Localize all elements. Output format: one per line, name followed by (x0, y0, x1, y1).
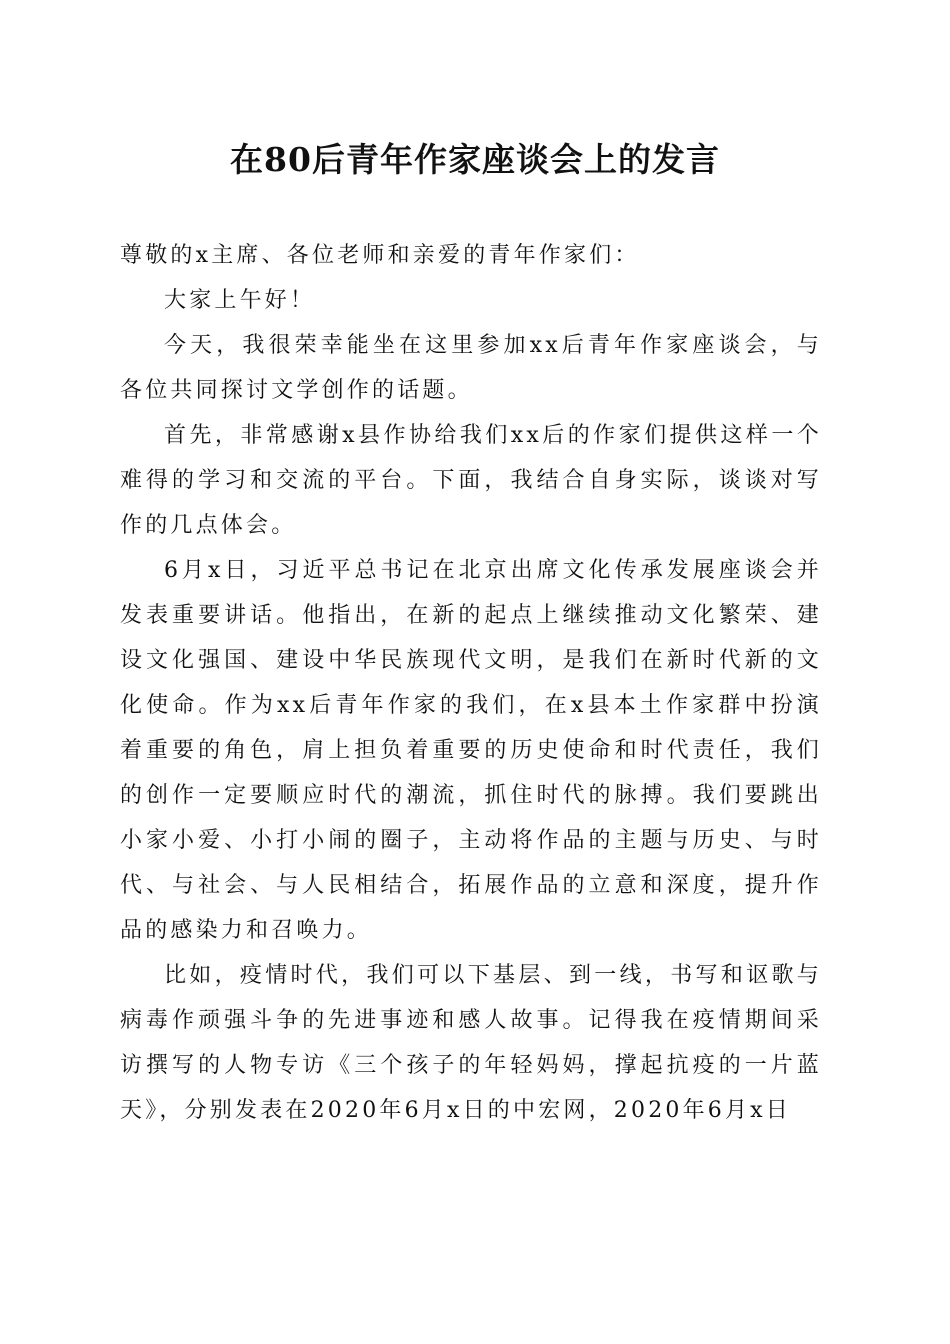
document-title: 在80后青年作家座谈会上的发言 (230, 140, 720, 179)
salutation: 尊敬的x主席、各位老师和亲爱的青年作家们： (120, 243, 640, 268)
paragraph-intro: 今天，我很荣幸能坐在这里参加xx后青年作家座谈会，与各位共同探讨文学创作的话题。 (120, 333, 822, 403)
document-body (120, 233, 822, 1133)
paragraph-greeting: 大家上午好！ (164, 288, 316, 313)
paragraph-example: 比如，疫情时代，我们可以下基层、到一线，书写和讴歌与病毒作顽强斗争的先进事迹和感人故事。记得我在疫情期间采访撰写的人物专访《三个孩子的年轻妈妈，撑起抗疫的一片蓝天》，分别发表在2020年6月x日的中宏网，2020年6月x日 (120, 963, 822, 1123)
paragraph-thanks: 首先，非常感谢x县作协给我们xx后的作家们提供这样一个难得的学习和交流的平台。下面，我结合自身实际，谈谈对写作的几点体会。 (120, 423, 822, 538)
paragraph-mission: 6月x日，习近平总书记在北京出席文化传承发展座谈会并发表重要讲话。他指出，在新的起点上继续推动文化繁荣、建设文化强国、建设中华民族现代文明，是我们在新时代新的文化使命。作为xx后青年作家的我们，在x县本土作家群中扮演着重要的角色，肩上担负着重要的历史使命和时代责任，我们的创作一定要顺应时代的潮流，抓住时代的脉搏。我们要跳出小家小爱、小打小闹的圈子，主动将作品的主题与历史、与时代、与社会、与人民相结合，拓展作品的立意和深度，提升作品的感染力和召唤力。 (120, 558, 822, 943)
